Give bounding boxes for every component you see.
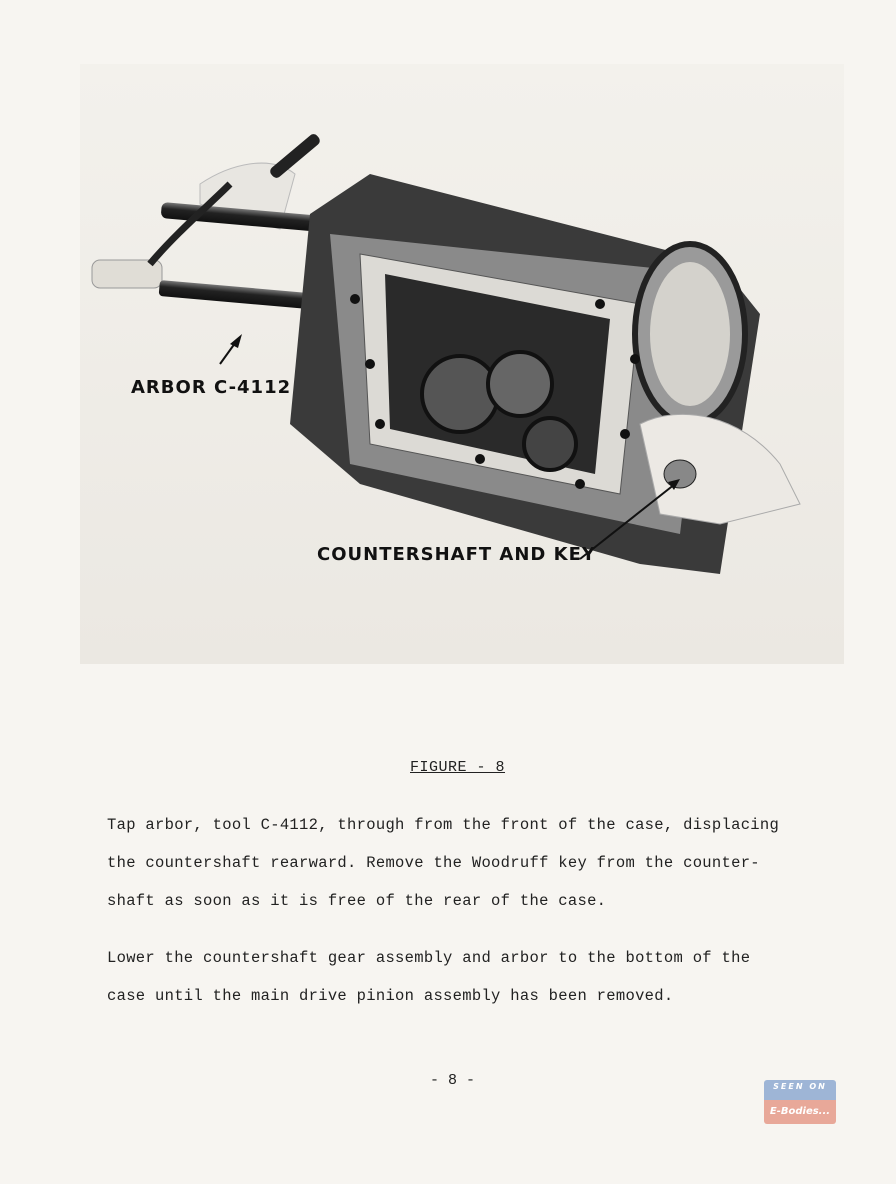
paragraph-1-line-1: Tap arbor, tool C-4112, through from the front of the case, displacing (107, 816, 780, 834)
page-number: - 8 - (430, 1072, 476, 1089)
figure-caption: FIGURE - 8 (410, 759, 506, 776)
seen-on-ebodies-badge (764, 1080, 836, 1124)
badge-bottom-text: E-Bodies... (764, 1100, 836, 1124)
arbor-callout-label: ARBOR C-4112 (131, 377, 292, 398)
paragraph-2-line-2: case until the main drive pinion assembly has been removed. (107, 987, 674, 1005)
countershaft-callout-label: COUNTERSHAFT AND KEY (317, 544, 596, 565)
paragraph-2-line-1: Lower the countershaft gear assembly and arbor to the bottom of the (107, 949, 751, 967)
paragraph-1-line-3: shaft as soon as it is free of the rear of the case. (107, 892, 607, 910)
paragraph-1-line-2: the countershaft rearward. Remove the Woodruff key from the counter- (107, 854, 760, 872)
paragraph-1 (107, 806, 807, 920)
badge-top-text: SEEN ON (764, 1080, 836, 1100)
figure-photo (80, 64, 844, 664)
paragraph-2 (107, 939, 807, 1015)
